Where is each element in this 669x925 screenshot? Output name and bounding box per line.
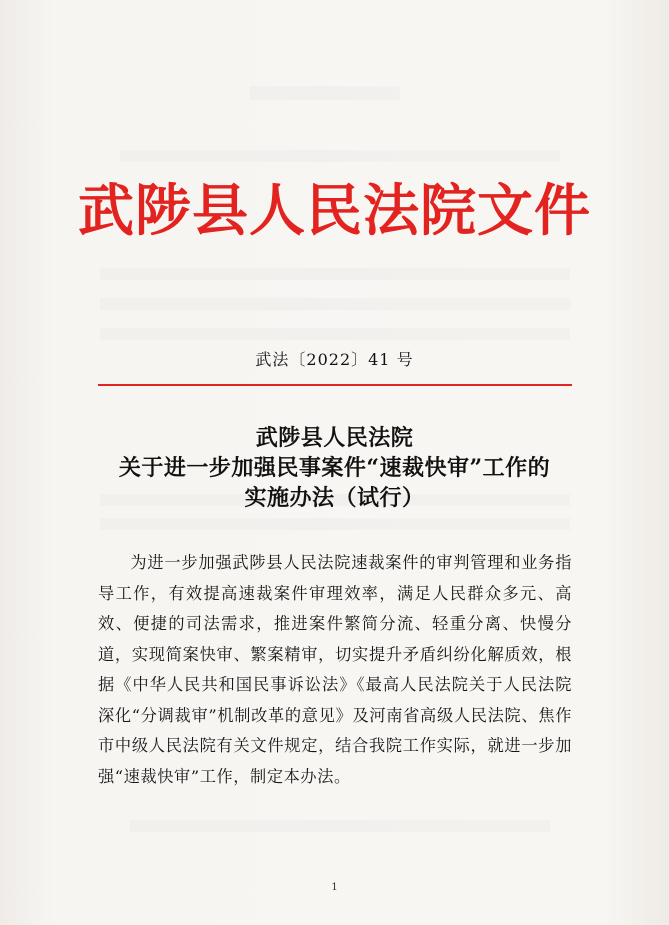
bleed-through-shadow xyxy=(100,518,570,530)
bleed-through-shadow xyxy=(250,86,400,100)
document-title-line-1: 武陟县人民法院 xyxy=(255,425,414,451)
page-number: 1 xyxy=(331,882,338,893)
body-paragraph: 为进一步加强武陟县人民法院速裁案件的审判管理和业务指导工作，有效提高速裁案件审理效率，满足人民群众多元、高效、便捷的司法需求，推进案件繁简分流、轻重分离、快慢分道，实现简案快审、繁案精审，切实提升矛盾纠纷化解质效，根据《中华人民共和国民事诉讼法》《最高人民法院关于人民法院深化“分调裁审”机制改革的意见》及河南省高级人民法院、焦作市中级人民法院有关文件规定，结合我院工作实际，就进一步加强“速裁快审”工作，制定本办法。 xyxy=(98,553,572,786)
bleed-through-shadow xyxy=(120,150,560,162)
document-number: 武法〔2022〕41 号 xyxy=(255,350,414,369)
bleed-through-shadow xyxy=(130,820,550,832)
bleed-through-shadow xyxy=(100,268,570,280)
bleed-through-shadow xyxy=(100,298,570,310)
red-divider-line xyxy=(98,384,572,386)
document-masthead: 武陟县人民法院文件 xyxy=(78,178,591,244)
document-title-line-3: 实施办法（试行） xyxy=(244,485,425,511)
bleed-through-shadow xyxy=(100,328,570,340)
document-title-line-2: 关于进一步加强民事案件“速裁快审”工作的 xyxy=(118,455,551,481)
